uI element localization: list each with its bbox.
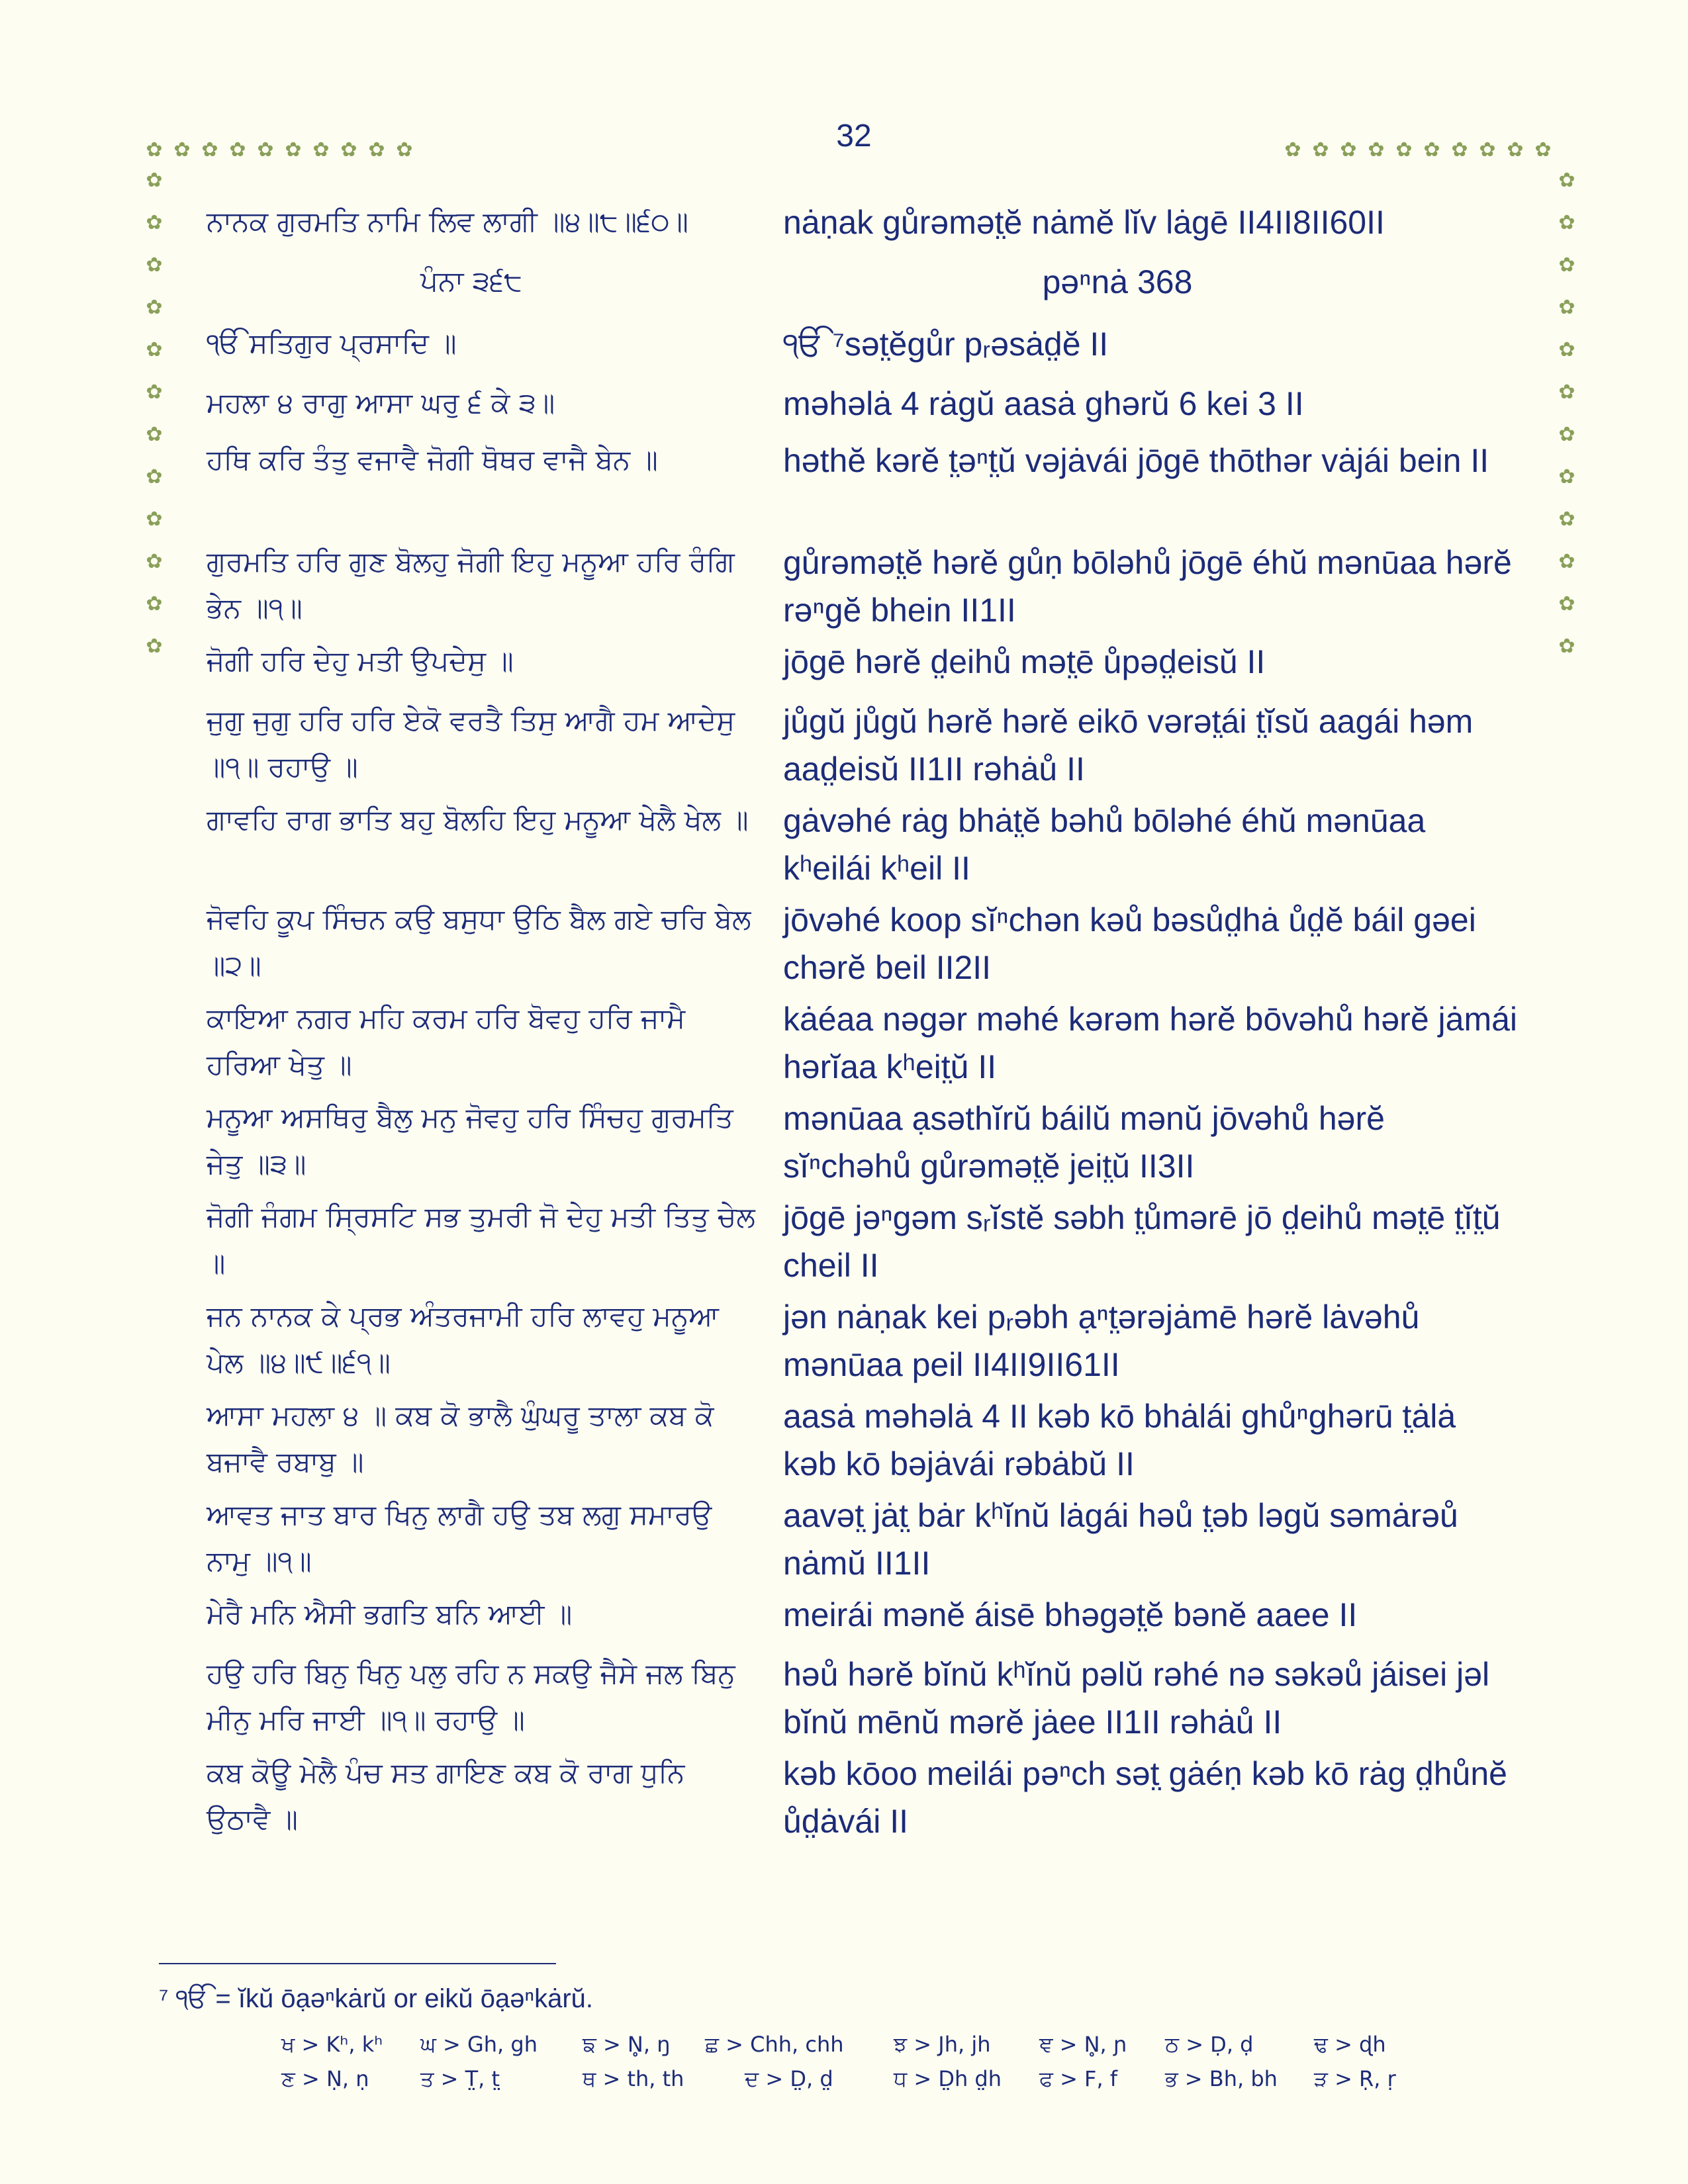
key-entry: ਛ > Chh, chh bbox=[705, 2032, 844, 2057]
gurmukhi-text: ਗਾਵਹਿ ਰਾਗ ਭਾਤਿ ਬਹੁ ਬੋਲਹਿ ਇਹੁ ਮਨੂਆ ਖੇਲੈ ਖੇਲ ॥ bbox=[207, 803, 749, 836]
flower-ornament-icon: ✿ bbox=[1368, 138, 1385, 161]
key-entry: ਖ > Kʰ, kʰ bbox=[281, 2032, 383, 2057]
transliteration-text: jōgē jəⁿgəm sᵣĭstĕ səbh t̤ůmərē jō d̤eihů mət̤ē t̤ĭt̤ŭ cheil II bbox=[783, 1199, 1501, 1284]
gurmukhi-text: ਮਨੂਆ ਅਸਥਿਰੁ ਬੈਲੁ ਮਨੁ ਜੋਵਹੁ ਹਰਿ ਸਿੰਚਹੁ ਗੁਰਮਤਿ ਜੇਤੁ ॥੩॥ bbox=[207, 1101, 733, 1180]
key-entry: ਧ > D̤h d̤h bbox=[894, 2066, 1002, 2091]
flower-ornament-icon: ✿ bbox=[146, 253, 163, 277]
flower-ornament-icon: ✿ bbox=[1558, 253, 1575, 277]
flower-ornament-icon: ✿ bbox=[340, 138, 357, 161]
transliteration-text: meirái mənĕ áisē bhəgət̤ĕ bənĕ aaee II bbox=[783, 1596, 1358, 1633]
key-entry: ਢ > ɖh bbox=[1314, 2032, 1386, 2057]
gurmukhi-text: ੴ ਸਤਿਗੁਰ ਪ੍ਰਸਾਦਿ ॥ bbox=[207, 327, 457, 359]
flower-ornament-icon: ✿ bbox=[1558, 169, 1575, 192]
gurmukhi-text: ਜੋਗੀ ਹਰਿ ਦੇਹੁ ਮਤੀ ਉਪਦੇਸੁ ॥ bbox=[207, 645, 514, 677]
key-entry: ਭ > Bh, bh bbox=[1165, 2066, 1278, 2091]
flower-ornament-icon: ✿ bbox=[1423, 138, 1440, 161]
transliteration-text: gȧvəhé rȧg bhȧt̤ĕ bəhů bōləhé éhŭ mənūaa kʰeilái kʰeil II bbox=[783, 802, 1426, 887]
transliteration-text: mənūaa ạsəthĭrŭ báilŭ mənŭ jōvəhů hərĕ sĭⁿchəhů gůrəmət̤ĕ jeit̤ŭ II3II bbox=[783, 1100, 1385, 1185]
flower-ornament-icon: ✿ bbox=[146, 211, 163, 234]
flower-ornament-icon: ✿ bbox=[146, 138, 163, 161]
flower-ornament-icon: ✿ bbox=[1558, 635, 1575, 658]
flower-ornament-icon: ✿ bbox=[1534, 138, 1552, 161]
flower-ornament-icon: ✿ bbox=[1312, 138, 1329, 161]
gurmukhi-text: ਕਬ ਕੋਊ ਮੇਲੈ ਪੰਚ ਸਤ ਗਾਇਣ ਕਬ ਕੋ ਰਾਗ ਧੁਨਿ ਉਠਾਵੈ ॥ bbox=[207, 1756, 685, 1835]
key-entry: ਥ > th, th bbox=[583, 2066, 684, 2091]
page-reference-gurmukhi: ਪੰਨਾ ੩੬੮ bbox=[420, 265, 522, 297]
gurmukhi-text: ਮਹਲਾ ੪ ਰਾਗੁ ਆਸਾ ਘਰੁ ੬ ਕੇ ੩॥ bbox=[207, 387, 555, 419]
flower-ornament-icon: ✿ bbox=[1284, 138, 1301, 161]
transliteration-key bbox=[281, 2032, 1460, 2101]
flower-ornament-icon: ✿ bbox=[285, 138, 302, 161]
gurmukhi-text: ਹਥਿ ਕਰਿ ਤੰਤੁ ਵਜਾਵੈ ਜੋਗੀ ਥੋਥਰ ਵਾਜੈ ਬੇਨ ॥ bbox=[207, 443, 658, 476]
gurmukhi-text: ਜਨ ਨਾਨਕ ਕੇ ਪ੍ਰਭ ਅੰਤਰਜਾਮੀ ਹਰਿ ਲਾਵਹੁ ਮਨੂਆ ਪੇਲ ॥੪॥੯॥੬੧॥ bbox=[207, 1300, 719, 1379]
transliteration-text: ੴ ⁷sət̤ĕgůr pᵣəsȧd̤ĕ II bbox=[783, 326, 1109, 363]
gurmukhi-text: ਜੋਵਹਿ ਕੂਪ ਸਿੰਚਨ ਕਉ ਬਸੁਧਾ ਉਠਿ ਬੈਲ ਗਏ ਚਰਿ ਬੇਲ ॥੨॥ bbox=[207, 903, 751, 981]
flower-ornament-icon: ✿ bbox=[1340, 138, 1357, 161]
flower-ornament-icon: ✿ bbox=[201, 138, 218, 161]
flower-ornament-icon: ✿ bbox=[1395, 138, 1413, 161]
flower-ornament-icon: ✿ bbox=[1558, 296, 1575, 319]
transliteration-text: gůrəmət̤ĕ hərĕ gůṇ bōləhů jōgē éhŭ mənūaa hərĕ rəⁿgĕ bhein II1II bbox=[783, 544, 1512, 629]
flower-ornament-icon: ✿ bbox=[146, 550, 163, 573]
flower-ornament-icon: ✿ bbox=[1479, 138, 1496, 161]
key-entry: ਘ > Gh, gh bbox=[420, 2032, 538, 2057]
flower-ornament-icon: ✿ bbox=[146, 338, 163, 361]
transliteration-text: həů hərĕ bĭnŭ kʰĭnŭ pəlŭ rəhé nə səkəů jáisei jəl bĭnŭ mēnŭ mərĕ jȧee II1II rəhȧů II bbox=[783, 1656, 1490, 1741]
flower-ornament-icon: ✿ bbox=[368, 138, 385, 161]
flower-ornament-icon: ✿ bbox=[146, 635, 163, 658]
transliteration-text: nȧṇak gůrəmət̤ĕ nȧmĕ lĭv lȧgē II4II8II60II bbox=[783, 204, 1385, 241]
key-entry: ਦ > D̤, d̤ bbox=[745, 2066, 833, 2091]
gurmukhi-text: ਜੋਗੀ ਜੰਗਮ ਸ੍ਰਿਸਟਿ ਸਭ ਤੁਮਰੀ ਜੋ ਦੇਹੁ ਮਤੀ ਤਿਤੁ ਚੇਲ ॥ bbox=[207, 1201, 755, 1279]
gurmukhi-text: ਆਸਾ ਮਹਲਾ ੪ ॥ ਕਬ ਕੋ ਭਾਲੈ ਘੁੰਘਰੂ ਤਾਲਾ ਕਬ ਕੋ ਬਜਾਵੈ ਰਬਾਬੁ ॥ bbox=[207, 1399, 714, 1478]
gurmukhi-text: ਮੇਰੈ ਮਨਿ ਐਸੀ ਭਗਤਿ ਬਨਿ ਆਈ ॥ bbox=[207, 1598, 573, 1630]
key-entry: ਝ > Jh, jh bbox=[894, 2032, 991, 2057]
flower-ornament-icon: ✿ bbox=[1558, 508, 1575, 531]
gurmukhi-text: ਨਾਨਕ ਗੁਰਮਤਿ ਨਾਮਿ ਲਿਵ ਲਾਗੀ ॥੪॥੮॥੬੦॥ bbox=[207, 205, 688, 238]
flower-ornament-icon: ✿ bbox=[1558, 381, 1575, 404]
transliteration-text: jůgŭ jůgŭ hərĕ hərĕ eikō vərət̤ái t̤ĭsŭ aagái həm aad̤eisŭ II1II rəhȧů II bbox=[783, 703, 1474, 788]
page-number: 32 bbox=[836, 118, 872, 154]
flower-ornament-icon: ✿ bbox=[173, 138, 191, 161]
page-reference-transliteration: pəⁿnȧ 368 bbox=[1042, 263, 1193, 300]
key-row bbox=[281, 2032, 1460, 2066]
flower-ornament-icon: ✿ bbox=[146, 423, 163, 446]
flower-ornament-icon: ✿ bbox=[1558, 423, 1575, 446]
gurmukhi-text: ਕਾਇਆ ਨਗਰ ਮਹਿ ਕਰਮ ਹਰਿ ਬੋਵਹੁ ਹਰਿ ਜਾਮੈ ਹਰਿਆ ਖੇਤੁ ॥ bbox=[207, 1002, 686, 1081]
flower-ornament-icon: ✿ bbox=[229, 138, 246, 161]
key-entry: ਙ > N̥, ŋ bbox=[583, 2032, 671, 2057]
gurmukhi-text: ਗੁਰਮਤਿ ਹਰਿ ਗੁਣ ਬੋਲਹੁ ਜੋਗੀ ਇਹੁ ਮਨੂਆ ਹਰਿ ਰੰਗਿ ਭੇਨ ॥੧॥ bbox=[207, 545, 735, 624]
transliteration-text: jōgē hərĕ d̤eihů mət̤ē ůpəd̤eisŭ II bbox=[783, 643, 1266, 680]
flower-ornament-icon: ✿ bbox=[146, 508, 163, 531]
transliteration-text: jən nȧṇak kei pᵣəbh ạⁿt̤ərəjȧmē hərĕ lȧvəhů mənūaa peil II4II9II61II bbox=[783, 1298, 1420, 1383]
flower-ornament-icon: ✿ bbox=[396, 138, 413, 161]
flower-ornament-icon: ✿ bbox=[146, 169, 163, 192]
flower-ornament-icon: ✿ bbox=[1451, 138, 1468, 161]
flower-ornament-icon: ✿ bbox=[146, 465, 163, 488]
gurmukhi-text: ਹਉ ਹਰਿ ਬਿਨੁ ਖਿਨੁ ਪਲੁ ਰਹਿ ਨ ਸਕਉ ਜੈਸੇ ਜਲ ਬਿਨੁ ਮੀਨੁ ਮਰਿ ਜਾਈ ॥੧॥ ਰਹਾਉ ॥ bbox=[207, 1657, 735, 1736]
key-entry: ਤ > T̤, t̤ bbox=[420, 2066, 500, 2091]
footnote-divider bbox=[159, 1963, 556, 1964]
key-entry: ੜ > Ṛ, ṛ bbox=[1314, 2066, 1396, 2091]
flower-ornament-icon: ✿ bbox=[1558, 338, 1575, 361]
key-entry: ਠ > Ḍ, ḍ bbox=[1165, 2032, 1254, 2057]
flower-ornament-icon: ✿ bbox=[146, 592, 163, 615]
flower-ornament-icon: ✿ bbox=[257, 138, 274, 161]
footnote: ⁷ ੴ = ĭkŭ ōạəⁿkȧrŭ or eikŭ ōạəⁿkȧrŭ. bbox=[159, 1984, 594, 2013]
transliteration-text: məhəlȧ 4 rȧgŭ aasȧ ghərŭ 6 kei 3 II bbox=[783, 385, 1304, 422]
transliteration-text: kəb kōoo meilái pəⁿch sət̤ gȧéṇ kəb kō rȧg d̤hůnĕ ůd̤ȧvái II bbox=[783, 1755, 1507, 1840]
gurmukhi-text: ਜੁਗੁ ਜੁਗੁ ਹਰਿ ਹਰਿ ਏਕੋ ਵਰਤੈ ਤਿਸੁ ਆਗੈ ਹਮ ਆਦੇਸੁ ॥੧॥ ਰਹਾਉ ॥ bbox=[207, 704, 735, 783]
key-entry: ਣ > Ṇ, ṇ bbox=[281, 2066, 369, 2091]
flower-ornament-icon: ✿ bbox=[1558, 465, 1575, 488]
flower-ornament-icon: ✿ bbox=[146, 381, 163, 404]
flower-ornament-icon: ✿ bbox=[1558, 211, 1575, 234]
gurmukhi-text: ਆਵਤ ਜਾਤ ਬਾਰ ਖਿਨੁ ਲਾਗੈ ਹਉ ਤਬ ਲਗੁ ਸਮਾਰਉ ਨਾਮੁ ॥੧॥ bbox=[207, 1498, 712, 1577]
flower-ornament-icon: ✿ bbox=[1558, 550, 1575, 573]
key-entry: ਫ > F, f bbox=[1039, 2066, 1118, 2091]
transliteration-text: jōvəhé koop sĭⁿchən kəů bəsůd̤hȧ ůd̤ĕ báil gəei chərĕ beil II2II bbox=[783, 901, 1476, 986]
flower-ornament-icon: ✿ bbox=[1507, 138, 1524, 161]
flower-ornament-icon: ✿ bbox=[146, 296, 163, 319]
flower-ornament-icon: ✿ bbox=[312, 138, 330, 161]
transliteration-text: həthĕ kərĕ t̤əⁿt̤ŭ vəjȧvái jōgē thōthər vȧjái bein II bbox=[783, 442, 1489, 479]
transliteration-text: aavət̤ jȧt̤ bȧr kʰĭnŭ lȧgái həů t̤əb ləgŭ səmȧrəů nȧmŭ II1II bbox=[783, 1497, 1458, 1582]
transliteration-text: aasȧ məhəlȧ 4 II kəb kō bhȧlái ghůⁿghərū t̤ȧlȧ kəb kō bəjȧvái rəbȧbŭ II bbox=[783, 1398, 1456, 1482]
key-entry: ਞ > N̥, ɲ bbox=[1039, 2032, 1127, 2057]
transliteration-text: kȧéaa nəgər məhé kərəm hərĕ bōvəhů hərĕ jȧmái hərĭaa kʰeit̤ŭ II bbox=[783, 1001, 1518, 1085]
key-row bbox=[281, 2066, 1460, 2101]
flower-ornament-icon: ✿ bbox=[1558, 592, 1575, 615]
